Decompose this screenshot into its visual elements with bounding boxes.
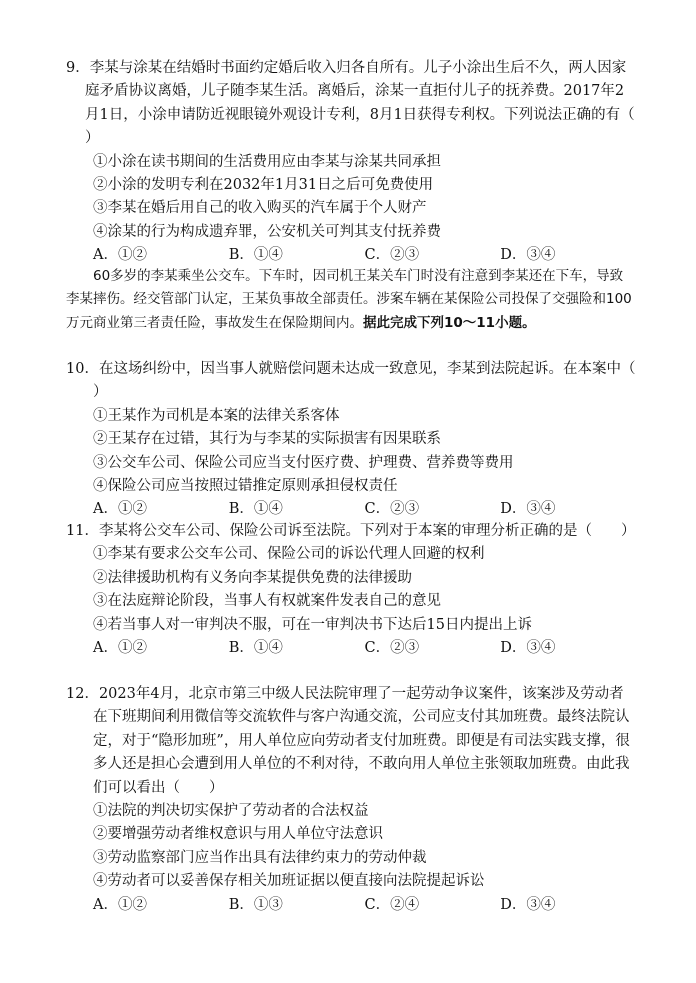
- question-9-choice-a: A．①②: [93, 247, 147, 264]
- question-11-option-3: ③在法庭辩论阶段，当事人有权就案件发表自己的意见: [93, 593, 441, 610]
- question-10-choice-c: C．②③: [364, 501, 420, 518]
- question-11-stem: [66, 520, 636, 543]
- question-9-option-1: ①小涂在读书期间的生活费用应由李某与涂某共同承担: [93, 153, 441, 170]
- question-12: [66, 683, 636, 917]
- question-11-number: 11．: [66, 523, 99, 539]
- question-9-option-2: ②小涂的发明专利在2032年1月31日之后可免费使用: [93, 177, 434, 194]
- question-10-choice-b: B．①④: [228, 501, 283, 518]
- question-12-text: 2023年4月，北京市第三中级人民法院审理了一起劳动争议案件，该案涉及劳动者在下班期间利用微信等交流软件与客户沟通交流，公司应支付其加班费。最终法院认定，对于“隐形加班”，用人单位应向劳动者支付加班费。即便是有司法实践支撑，很多人还是担心会遭到用人单位的不利对待，不敢向用人单位主张领取加班费。由此我们可以看出（ ）: [93, 686, 630, 796]
- question-12-choice-b: B．①③: [228, 896, 283, 913]
- shared-material: [66, 265, 636, 335]
- question-10-option-1: ①王某作为司机是本案的法律关系客体: [93, 407, 340, 424]
- material-instruction: 据此完成下列10～11小题。: [363, 314, 536, 331]
- question-10-stem: [66, 358, 665, 405]
- question-12-number: 12．: [66, 686, 99, 702]
- question-11-option-4: ④若当事人对一审判决不服，可在一审判决书下达后15日内提出上诉: [93, 616, 532, 633]
- question-12-choice-a: A．①②: [93, 896, 147, 913]
- question-9-stem: [66, 57, 664, 151]
- question-9-number: 9．: [66, 60, 90, 76]
- material-text: 60多岁的李某乘坐公交车。下车时，因司机王某关车门时没有注意到李某还在下车，导致李某摔伤。经交管部门认定，王某负事故全部责任。涉案车辆在某保险公司投保了交强险和100万元商业第三者责任险，事故发生在保险期间内。: [66, 268, 632, 331]
- question-12-choice-c: C．②④: [364, 896, 420, 913]
- question-10-choice-a: A．①②: [93, 501, 147, 518]
- question-12-option-4: ④劳动者可以妥善保存相关加班证据以便直接向法院提起诉讼: [93, 873, 485, 890]
- question-9-choice-d: D．③④: [500, 247, 556, 264]
- question-12-option-2: ②要增强劳动者维权意识与用人单位守法意识: [93, 826, 383, 843]
- question-11-choice-d: D．③④: [500, 640, 556, 657]
- question-12-choices: [66, 894, 636, 917]
- question-9: [66, 57, 664, 268]
- question-10-option-3: ③公交车公司、保险公司应当支付医疗费、护理费、营养费等费用: [93, 454, 514, 471]
- question-12-option-1: ①法院的判决切实保护了劳动者的合法权益: [93, 803, 369, 820]
- question-9-choice-c: C．②③: [364, 247, 420, 264]
- question-11-choice-c: C．②③: [364, 640, 420, 657]
- question-11-choice-a: A．①②: [93, 640, 147, 657]
- question-11-option-1: ①李某有要求公交车公司、保险公司的诉讼代理人回避的权利: [93, 546, 485, 563]
- question-12-choice-d: D．③④: [500, 896, 556, 913]
- question-12-option-3: ③劳动监察部门应当作出具有法律约束力的劳动仲裁: [93, 849, 427, 866]
- question-10-option-4: ④保险公司应当按照过错推定原则承担侵权责任: [93, 478, 398, 495]
- question-9-choice-b: B．①④: [228, 247, 283, 264]
- question-9-option-4: ④涂某的行为构成遗弃罪，公安机关可判其支付抚养费: [93, 223, 441, 240]
- question-10-choices: [66, 498, 636, 521]
- question-12-stem: [66, 683, 636, 800]
- question-10-choice-d: D．③④: [500, 501, 556, 518]
- question-11: [66, 520, 636, 660]
- question-10-text: 在这场纠纷中，因当事人就赔偿问题未达成一致意见，李某到法院起诉。在本案中（ ）: [93, 361, 665, 401]
- question-9-text: 李某与涂某在结婚时书面约定婚后收入归各自所有。儿子小涂出生后不久，两人因家庭矛盾协议离婚，儿子随李某生活。离婚后，涂某一直拒付儿子的抚养费。2017年2月1日，小涂申请防近视眼镜外观设计专利，8月1日获得专利权。下列说法正确的有（ ）: [85, 60, 664, 147]
- question-10-option-2: ②王某存在过错，其行为与李某的实际损害有因果联系: [93, 431, 441, 448]
- question-10: [66, 358, 665, 522]
- question-11-option-2: ②法律援助机构有义务向李某提供免费的法律援助: [93, 569, 412, 586]
- question-11-choices: [66, 637, 636, 660]
- question-11-choice-b: B．①④: [228, 640, 283, 657]
- question-11-text: 李某将公交车公司、保险公司诉至法院。下列对于本案的审理分析正确的是（ ）: [98, 523, 636, 539]
- question-9-option-3: ③李某在婚后用自己的收入购买的汽车属于个人财产: [93, 200, 427, 217]
- question-10-number: 10．: [66, 361, 99, 377]
